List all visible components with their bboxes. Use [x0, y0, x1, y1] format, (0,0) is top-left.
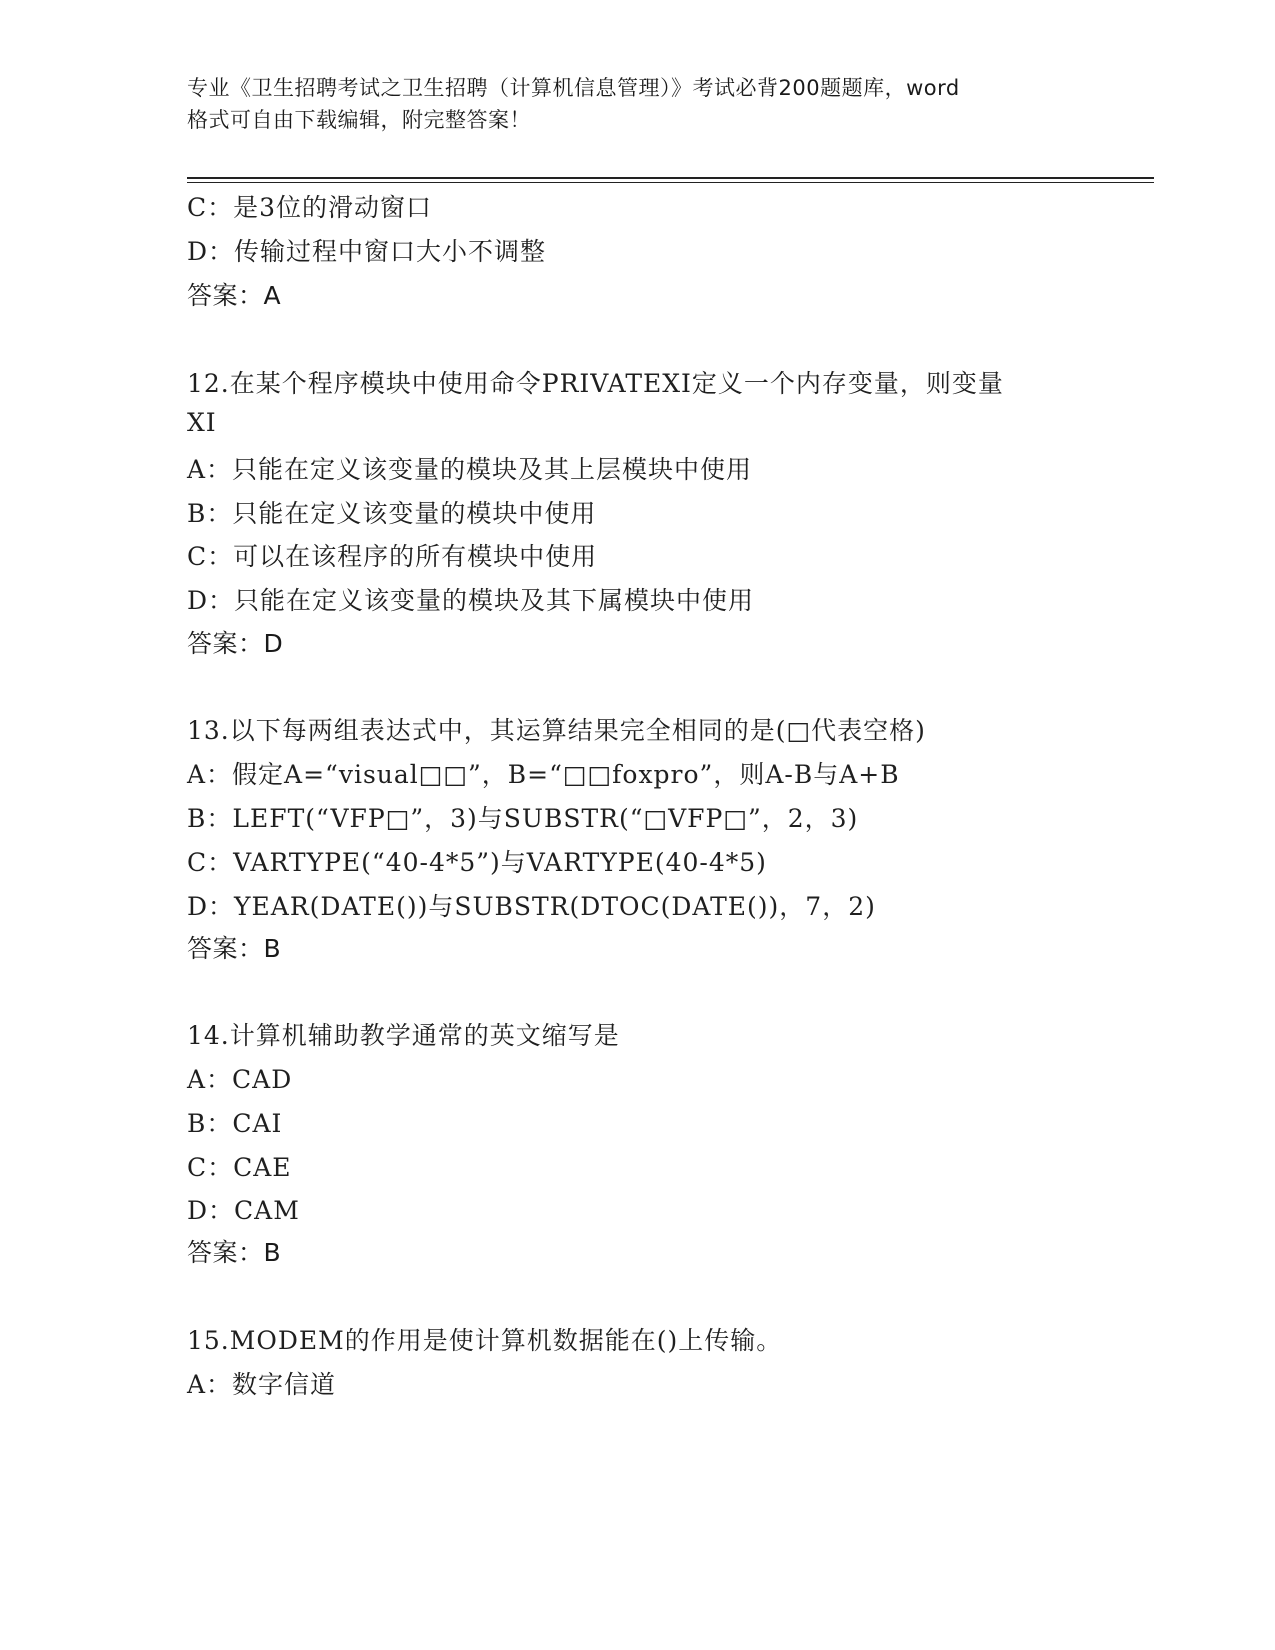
q13-answer: 答案：B: [187, 934, 282, 963]
q13-option-b: B：LEFT(“VFP□”，3)与SUBSTR(“□VFP□”，2，3): [187, 804, 859, 833]
header-divider-thin: [187, 182, 1154, 183]
q14-stem: 14.计算机辅助教学通常的英文缩写是: [187, 1021, 620, 1050]
header-divider-thick: [187, 177, 1154, 179]
q13-option-a: A：假定A=“visual□□”，B=“□□foxpro”，则A-B与A+B: [187, 760, 900, 789]
q14-answer: 答案：B: [187, 1238, 282, 1267]
q13-option-c: C：VARTYPE(“40-4*5”)与VARTYPE(40-4*5): [187, 848, 767, 877]
q14-option-c: C：CAE: [187, 1153, 292, 1182]
q12-answer: 答案：D: [187, 629, 284, 658]
header-title-line-1: 专业《卫生招聘考试之卫生招聘（计算机信息管理）》考试必背200题题库，word: [187, 76, 960, 100]
q12-option-b: B：只能在定义该变量的模块中使用: [187, 499, 597, 528]
q14-option-a: A：CAD: [187, 1065, 293, 1094]
q12-stem-line-1: 12.在某个程序模块中使用命令PRIVATEXI定义一个内存变量，则变量: [187, 369, 1004, 398]
q11-answer: 答案：A: [187, 281, 282, 310]
q12-stem-line-2: XI: [187, 408, 217, 437]
q12-option-c: C：可以在该程序的所有模块中使用: [187, 542, 598, 571]
q11-option-c: C：是3位的滑动窗口: [187, 193, 433, 222]
q13-stem: 13.以下每两组表达式中，其运算结果完全相同的是(□代表空格): [187, 716, 926, 745]
q11-option-d: D：传输过程中窗口大小不调整: [187, 237, 547, 266]
q14-option-d: D：CAM: [187, 1196, 300, 1225]
q13-option-d: D：YEAR(DATE())与SUBSTR(DTOC(DATE())，7，2): [187, 892, 876, 921]
q15-stem: 15.MODEM的作用是使计算机数据能在()上传输。: [187, 1326, 783, 1355]
q12-option-a: A：只能在定义该变量的模块及其上层模块中使用: [187, 455, 753, 484]
header-title-line-2: 格式可自由下载编辑，附完整答案！: [187, 108, 531, 132]
q14-option-b: B：CAI: [187, 1109, 283, 1138]
document-header: [187, 72, 1087, 136]
q15-option-a: A：数字信道: [187, 1370, 337, 1399]
q12-option-d: D：只能在定义该变量的模块及其下属模块中使用: [187, 586, 755, 615]
